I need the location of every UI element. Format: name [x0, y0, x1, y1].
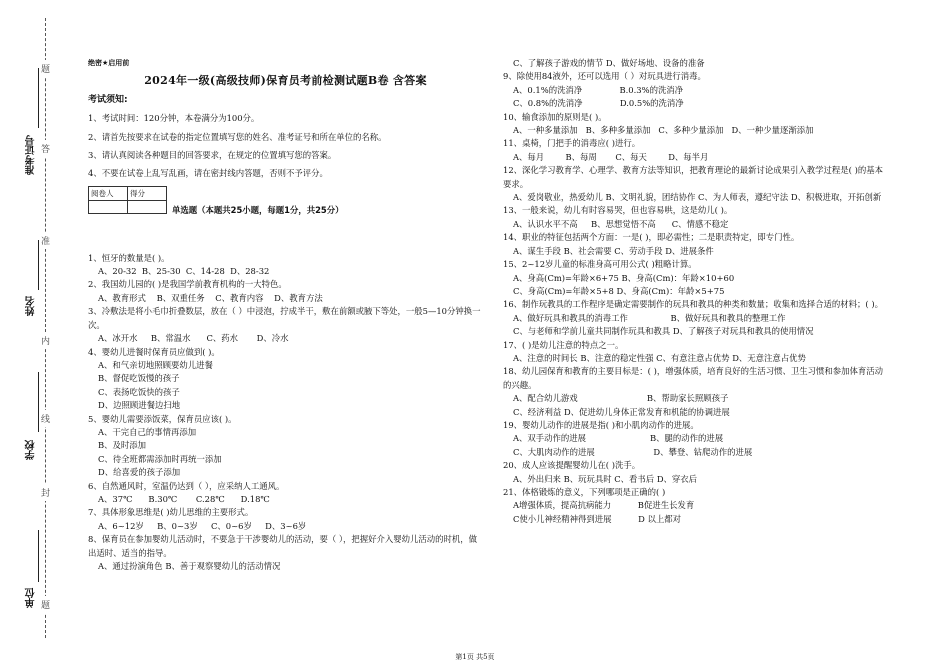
- answer-options: A、爱岗敬业，热爱幼儿 B、文明礼貌，团结协作 C、为人师表，遵纪守法 D、积极进取，开拓创新: [513, 192, 882, 203]
- label-school: 学校: [26, 440, 37, 460]
- answer-options: A、0.1%的洗消净 B.0.3%的洗消净: [513, 84, 684, 95]
- question-text: 13、一般来说，幼儿有时容易哭，但也容易哄，这是幼儿( )。: [503, 205, 733, 216]
- right-question-list: [503, 57, 888, 526]
- answer-options: A、注意的时间长 B、注意的稳定性强 C、有意注意占优势 D、无意注意占优势: [513, 352, 806, 363]
- answer-options: A、身高(Cm)=年龄×6+75 B、身高(Cm)：年龄×10+60: [513, 272, 735, 283]
- answer-options: C、经济利益 D、促进幼儿身体正常发育和机能的协调进展: [513, 406, 730, 417]
- notice-list: [88, 112, 483, 181]
- school-blank[interactable]: [38, 372, 39, 432]
- question-text: 11、桌椅，门把手的消毒应( )进行。: [503, 138, 641, 149]
- question-text: 5、婴幼儿需要添饭菜，保育员应该( )。: [88, 413, 237, 424]
- answer-options: A、认识水平不高 B、思想觉悟不高 C、情感不稳定: [513, 218, 729, 229]
- section-heading: 单选题（本题共25小题，每题1分，共25分）: [172, 205, 344, 216]
- answer-options: B、及时添加: [98, 440, 147, 451]
- answer-options: C、0.8%的洗消净 D.0.5%的洗消净: [513, 98, 684, 109]
- question-text: 9、除使用84液外，还可以选用（ ）对玩具进行消毒。: [503, 71, 706, 82]
- secret-mark: 绝密★启用前: [88, 59, 130, 67]
- answer-options: A、6~12岁 B、0~3岁 C、0~6岁 D、3~6岁: [98, 520, 307, 531]
- notice-item: 2、请首先按要求在试卷的指定位置填写您的姓名、准考证号和所在单位的名称。: [88, 131, 387, 142]
- label-unit: 单位: [26, 588, 37, 608]
- score-reviewer-cell[interactable]: [89, 201, 128, 214]
- question-text: 1、恒牙的数量是( )。: [88, 252, 170, 263]
- answer-options: D、给喜爱的孩子添加: [98, 467, 181, 478]
- answer-options: C使小儿神经精神得到进展 D 以上都对: [513, 513, 682, 524]
- question-text: 7、具体形象思维是( )幼儿思维的主要形式。: [88, 507, 254, 518]
- exam-title: 2024年一级(高级技师)保育员考前检测试题B卷 含答案: [144, 74, 427, 88]
- question-text: 10、输食添加的原则是( )。: [503, 111, 607, 122]
- question-text: 19、婴幼儿动作的进展是指( )和小肌肉动作的进展。: [503, 419, 699, 430]
- unit-blank[interactable]: [38, 530, 39, 582]
- answer-options: A、干完自己的事情再添加: [98, 426, 197, 437]
- question-text: 14、职业的特征包括两个方面：一是( )，即必需性；二是职责特定，即专门性。: [503, 232, 800, 243]
- question-text: 18、幼儿园保育和教育的主要目标是：( )，增强体质，培育良好的生活习惯、卫生习惯和参加体育活动的兴趣。: [503, 366, 883, 390]
- name-blank[interactable]: [38, 240, 39, 290]
- answer-options: A、做好玩具和教具的消毒工作 B、做好玩具和教具的整理工作: [513, 312, 786, 323]
- seal-line: [45, 18, 46, 638]
- score-points-cell[interactable]: [128, 201, 167, 214]
- seal-char: 封: [41, 484, 50, 501]
- answer-options: C、大肌肉动作的进展 D、攀登、钻爬动作的进展: [513, 446, 753, 457]
- question-text: 16、制作玩教具的工作程序是确定需要制作的玩具和教具的种类和数量；收集和选择合适的材料；( )。: [503, 299, 883, 310]
- score-reviewer-label: 阅卷人: [89, 186, 128, 200]
- question-text: 6、自然通风时，室温仍达到（ ），应采纳人工通风。: [88, 480, 285, 491]
- question-text: 2、我国幼儿园的( )是我国学前教育机构的一大特色。: [88, 279, 287, 290]
- left-question-list: [88, 252, 483, 574]
- answer-options: C、了解孩子游戏的情节 D、做好场地、设备的准备: [513, 58, 705, 68]
- right-column: [503, 57, 888, 526]
- answer-options: A、外出归来 B、玩玩具时 C、看书后 D、穿衣后: [513, 473, 698, 484]
- answer-options: A、双手动作的进展 B、腿的动作的进展: [513, 433, 724, 444]
- notice-item: 3、请认真阅读各种题目的回答要求，在规定的位置填写您的答案。: [88, 150, 337, 161]
- candidate-number-blank[interactable]: [38, 68, 39, 128]
- seal-char: 准: [41, 232, 50, 249]
- question-text: 12、深化学习教育学、心理学、教育方法等知识，把教育理论的最新讨论成果引入教学过程是( )的基本要求。: [503, 165, 883, 189]
- notice-item: 1、考试时间：120分钟，本卷满分为100分。: [88, 113, 260, 124]
- question-text: 21、体格锻炼的意义，下列哪项是正确的( ): [503, 487, 666, 497]
- left-column: [88, 57, 483, 573]
- score-box: [88, 186, 167, 214]
- answer-options: C、待全班都需添加时再统一添加: [98, 453, 222, 464]
- binding-margin: [0, 0, 70, 671]
- seal-char: 内: [41, 332, 50, 349]
- answer-options: A、和气亲切地照顾要幼儿进餐: [98, 359, 213, 370]
- answer-options: A、一种多量添加 B、多种多量添加 C、多种少量添加 D、一种少量逐渐添加: [513, 125, 814, 136]
- question-text: 4、婴幼儿进餐时保育员应做到( )。: [88, 346, 220, 357]
- score-points-label: 得分: [128, 186, 167, 200]
- notice-heading: 考试须知:: [88, 94, 128, 105]
- question-text: 17、( )是幼儿注意的特点之一。: [503, 339, 624, 350]
- answer-options: C、表扬吃饭快的孩子: [98, 386, 180, 397]
- label-candidate-number: 准考证号: [26, 135, 37, 175]
- answer-options: C、身高(Cm)=年龄×5+8 D、身高(Cm)：年龄×5+75: [513, 285, 725, 296]
- answer-options: A、配合幼儿游戏 B、帮助家长照顾孩子: [513, 393, 729, 404]
- answer-options: A、20-32 B、25-30 C、14-28 D、28-32: [98, 266, 270, 277]
- answer-options: A、谋生手段 B、社会需要 C、劳动手段 D、进展条件: [513, 245, 714, 256]
- question-text: 20、成人应该提醒婴幼儿在( )洗手。: [503, 460, 641, 471]
- answer-options: D、边照顾进餐边扫地: [98, 400, 181, 411]
- answer-options: C、与老师和学前儿童共同制作玩具和教具 D、了解孩子对玩具和教具的使用情况: [513, 326, 814, 337]
- answer-options: A、37℃ B.30℃ C.28℃ D.18℃: [98, 493, 270, 504]
- question-text: 8、保育员在参加婴幼儿活动时，不要急于干涉婴幼儿的活动，要（ ），把握好介入婴幼儿活动的时机，做出适时、适当的指导。: [88, 534, 478, 558]
- question-text: 15、2~12岁儿童的标准身高可用公式( )粗略计算。: [503, 259, 697, 270]
- page-footer: 第1页 共5页: [455, 653, 495, 661]
- seal-char: 题: [41, 596, 50, 613]
- answer-options: A增强体质，提高抗病能力 B促进生长发育: [513, 500, 695, 511]
- answer-options: A、通过扮演角色 B、善于观察婴幼儿的活动情况: [98, 561, 281, 571]
- answer-options: A、冰开水 B、常温水 C、药水 D、冷水: [98, 333, 289, 344]
- seal-char: 答: [41, 140, 50, 157]
- label-name: 姓名: [26, 296, 37, 316]
- question-text: 3、冷敷法是将小毛巾折叠数层，放在（ ）中浸泡，拧成半干，敷在前额或腋下等处，一般5—10分钟换一次。: [88, 306, 481, 330]
- seal-char: 题: [41, 60, 50, 77]
- seal-char: 线: [41, 410, 50, 427]
- answer-options: A、教育形式 B、双重任务 C、教育内容 D、教育方法: [98, 292, 323, 303]
- notice-item: 4、不要在试卷上乱写乱画，请在密封线内答题，否则不予评分。: [88, 168, 328, 179]
- answer-options: A、每月 B、每周 C、每天 D、每半月: [513, 151, 709, 162]
- answer-options: B、督促吃饭慢的孩子: [98, 373, 180, 384]
